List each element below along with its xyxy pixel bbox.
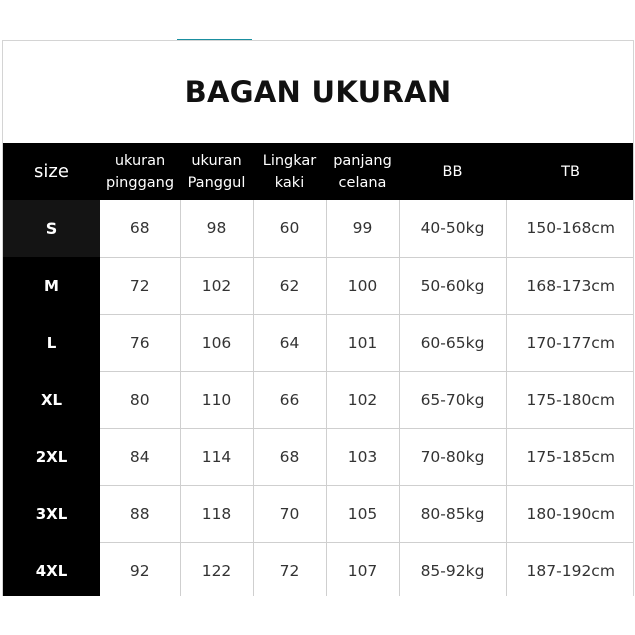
size-label: M [3, 257, 100, 314]
page-title: BAGAN UKURAN [184, 75, 452, 109]
header-size [3, 143, 100, 200]
cell-pinggang: 84 [100, 428, 180, 485]
cell-pinggang: 88 [100, 485, 180, 542]
cell-panjang-celana: 107 [326, 542, 399, 596]
cell-tb: 180-190cm [506, 485, 634, 542]
table-row [3, 257, 634, 314]
header-tb [506, 143, 634, 200]
cell-lingkar-kaki: 64 [253, 314, 326, 371]
header-label-line1: Lingkar [262, 152, 317, 169]
cell-panjang-celana: 102 [326, 371, 399, 428]
cell-panggul: 114 [180, 428, 253, 485]
header-label-line2: pinggang [105, 174, 175, 191]
header-label-line1: ukuran [191, 152, 242, 169]
cell-lingkar-kaki: 72 [253, 542, 326, 596]
table-row [3, 542, 634, 596]
cell-tb: 150-168cm [506, 200, 634, 257]
size-table [3, 143, 634, 596]
cell-bb: 70-80kg [399, 428, 506, 485]
cell-panjang-celana: 103 [326, 428, 399, 485]
cell-lingkar-kaki: 66 [253, 371, 326, 428]
header-label-line1: panjang [333, 152, 392, 169]
cell-bb: 60-65kg [399, 314, 506, 371]
cell-bb: 50-60kg [399, 257, 506, 314]
table-row [3, 200, 634, 257]
cell-lingkar-kaki: 60 [253, 200, 326, 257]
cell-lingkar-kaki: 68 [253, 428, 326, 485]
size-label: 3XL [3, 485, 100, 542]
header-label-line1: ukuran [114, 152, 166, 169]
size-chart-card [2, 40, 634, 596]
cell-panjang-celana: 100 [326, 257, 399, 314]
cell-tb: 187-192cm [506, 542, 634, 596]
cell-bb: 80-85kg [399, 485, 506, 542]
table-row [3, 428, 634, 485]
table-row [3, 485, 634, 542]
cell-panggul: 102 [180, 257, 253, 314]
header-ukuran-pinggang [100, 143, 180, 200]
cell-lingkar-kaki: 70 [253, 485, 326, 542]
cell-pinggang: 80 [100, 371, 180, 428]
cell-panggul: 106 [180, 314, 253, 371]
header-label-line2: Panggul [187, 174, 246, 191]
cell-bb: 85-92kg [399, 542, 506, 596]
header-ukuran-panggul [180, 143, 253, 200]
cell-panggul: 122 [180, 542, 253, 596]
cell-tb: 168-173cm [506, 257, 634, 314]
header-bb [399, 143, 506, 200]
header-label: BB [442, 163, 463, 180]
cell-bb: 65-70kg [399, 371, 506, 428]
cell-tb: 175-185cm [506, 428, 634, 485]
cell-pinggang: 72 [100, 257, 180, 314]
table-header-row [3, 143, 634, 200]
cell-bb: 40-50kg [399, 200, 506, 257]
size-label: L [3, 314, 100, 371]
cell-pinggang: 76 [100, 314, 180, 371]
cell-panjang-celana: 99 [326, 200, 399, 257]
cell-tb: 175-180cm [506, 371, 634, 428]
cell-panjang-celana: 105 [326, 485, 399, 542]
cell-panggul: 118 [180, 485, 253, 542]
cell-lingkar-kaki: 62 [253, 257, 326, 314]
cell-pinggang: 68 [100, 200, 180, 257]
header-label: size [34, 160, 69, 182]
cell-pinggang: 92 [100, 542, 180, 596]
cell-panjang-celana: 101 [326, 314, 399, 371]
cell-panggul: 110 [180, 371, 253, 428]
size-label: S [3, 200, 100, 257]
size-label: XL [3, 371, 100, 428]
header-label-line2: celana [338, 174, 387, 191]
cell-panggul: 98 [180, 200, 253, 257]
size-label: 2XL [3, 428, 100, 485]
cell-tb: 170-177cm [506, 314, 634, 371]
table-row [3, 314, 634, 371]
header-label: TB [561, 163, 580, 180]
size-label: 4XL [3, 542, 100, 596]
header-panjang-celana [326, 143, 399, 200]
header-lingkar-kaki [253, 143, 326, 200]
table-row [3, 371, 634, 428]
header-label-line2: kaki [274, 174, 305, 191]
